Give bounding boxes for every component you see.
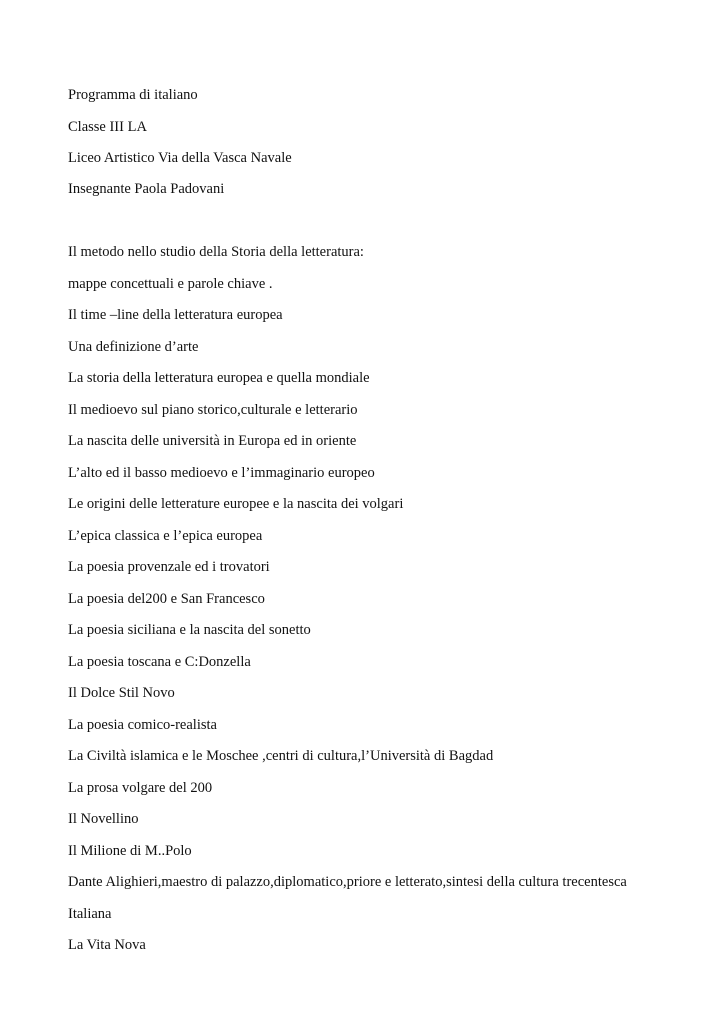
topic-line: La Vita Nova	[68, 937, 146, 953]
topic-line: La prosa volgare del 200	[68, 780, 213, 796]
document-subject: Programma di italiano	[68, 87, 198, 103]
document-school: Liceo Artistico Via della Vasca Navale	[68, 150, 292, 166]
topic-line: La poesia del200 e San Francesco	[68, 591, 265, 607]
topic-line: La poesia comico-realista	[68, 717, 217, 733]
topic-line: Il Milione di M..Polo	[68, 843, 192, 859]
topic-line: mappe concettuali e parole chiave .	[68, 276, 273, 292]
topic-line: Il medioevo sul piano storico,culturale e letterario	[68, 402, 358, 418]
document-teacher: Insegnante Paola Padovani	[68, 181, 225, 197]
topic-line: Il Dolce Stil Novo	[68, 685, 175, 701]
topic-line: La storia della letteratura europea e quella mondiale	[68, 370, 370, 386]
topic-line: Il Novellino	[68, 811, 139, 827]
document-class: Classe III LA	[68, 119, 147, 135]
topic-line: La poesia siciliana e la nascita del sonetto	[68, 622, 311, 638]
topic-line: Italiana	[68, 906, 112, 922]
topic-line: La poesia provenzale ed i trovatori	[68, 559, 270, 575]
topic-line: La Civiltà islamica e le Moschee ,centri di cultura,l’Università di Bagdad	[68, 748, 494, 764]
topic-line: Il time –line della letteratura europea	[68, 307, 283, 323]
topic-line: L’alto ed il basso medioevo e l’immaginario europeo	[68, 465, 375, 481]
topic-line: Dante Alighieri,maestro di palazzo,diplomatico,priore e letterato,sintesi della cultura trecentesca	[68, 874, 627, 890]
topic-line: L’epica classica e l’epica europea	[68, 528, 263, 544]
topic-line: La poesia toscana e C:Donzella	[68, 654, 251, 670]
topic-line: Il metodo nello studio della Storia della letteratura:	[68, 244, 364, 260]
topic-line: Le origini delle letterature europee e la nascita dei volgari	[68, 496, 404, 512]
topic-line: La nascita delle università in Europa ed in oriente	[68, 433, 357, 449]
topic-line: Una definizione d’arte	[68, 339, 199, 355]
